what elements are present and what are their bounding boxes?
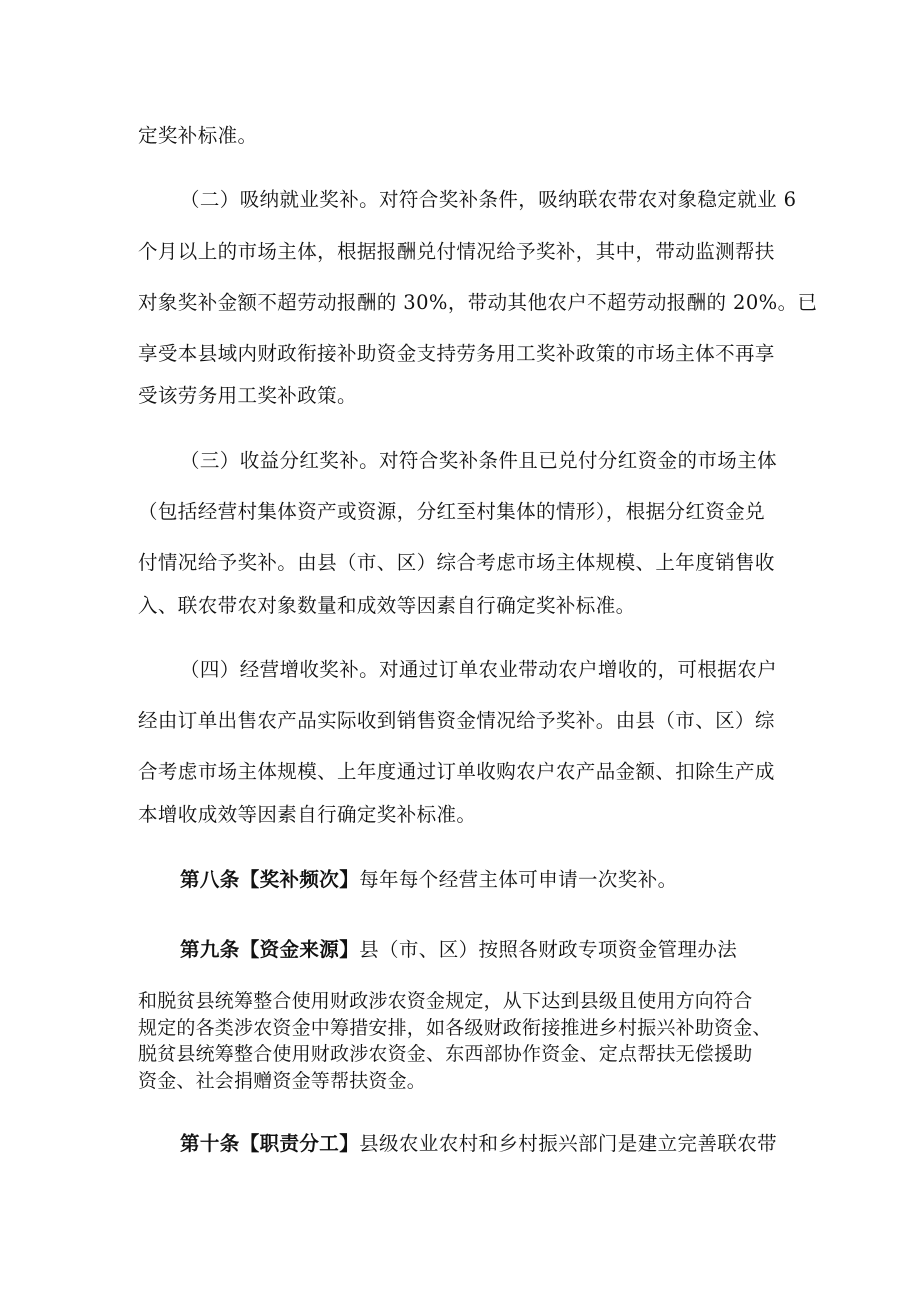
text-line: 经由订单出售农产品实际收到销售资金情况给予奖补。由县（市、区）综 [138, 709, 775, 732]
text-line: 和脱贫县统筹整合使用财政涉农资金规定，从下达到县级且使用方向符合 [138, 990, 753, 1012]
text-line: 享受本县域内财政衔接补助资金支持劳务用工奖补政策的市场主体不再享 [138, 342, 775, 365]
article-9-body: 县（市、区）按照各财政专项资金管理办法 [359, 938, 738, 961]
text-line: 合考虑市场主体规模、上年度通过订单收购农户农产品金额、扣除生产成 [138, 760, 775, 783]
text-line: （四）经营增收奖补。对通过订单农业带动农户增收的，可根据农户 [180, 658, 778, 681]
text-line: （包括经营村集体资产或资源，分红至村集体的情形），根据分红资金兑 [138, 500, 766, 523]
article-10-body: 县级农业农村和乡村振兴部门是建立完善联农带 [359, 1132, 778, 1155]
text-line: 对象奖补金额不超劳动报酬的 30%，带动其他农户不超劳动报酬的 20%。已 [138, 291, 818, 314]
text-line: 个月以上的市场主体，根据报酬兑付情况给予奖补，其中，带动监测帮扶 [138, 240, 775, 263]
article-9 [180, 934, 737, 962]
article-10-heading: 第十条【职责分工】 [180, 1132, 360, 1155]
text-line: 规定的各类涉农资金中筹措安排，如各级财政衔接推进乡村振兴补助资金、 [138, 1017, 772, 1039]
text-line: 定奖补标准。 [138, 124, 258, 147]
text-line: （二）吸纳就业奖补。对符合奖补条件，吸纳联农带农对象稳定就业 6 [180, 188, 797, 211]
article-8 [180, 864, 678, 892]
article-8-heading: 第八条【奖补频次】 [180, 868, 360, 891]
text-line: 付情况给予奖补。由县（市、区）综合考虑市场主体规模、上年度销售收 [138, 551, 775, 574]
text-line: 资金、社会捐赠资金等帮扶资金。 [138, 1070, 427, 1092]
article-10 [180, 1128, 777, 1156]
text-line: 受该劳务用工奖补政策。 [138, 384, 357, 407]
text-line: 入、联农带农对象数量和成效等因素自行确定奖补标准。 [138, 594, 636, 617]
text-line: 脱贫县统筹整合使用财政涉农资金、东西部协作资金、定点帮扶无偿援助 [138, 1043, 753, 1065]
article-9-heading: 第九条【资金来源】 [180, 938, 360, 961]
text-line: 本增收成效等因素自行确定奖补标准。 [138, 803, 477, 826]
article-8-body: 每年每个经营主体可申请一次奖补。 [359, 868, 678, 891]
text-line: （三）收益分红奖补。对符合奖补条件且已兑付分红资金的市场主体 [180, 449, 778, 472]
